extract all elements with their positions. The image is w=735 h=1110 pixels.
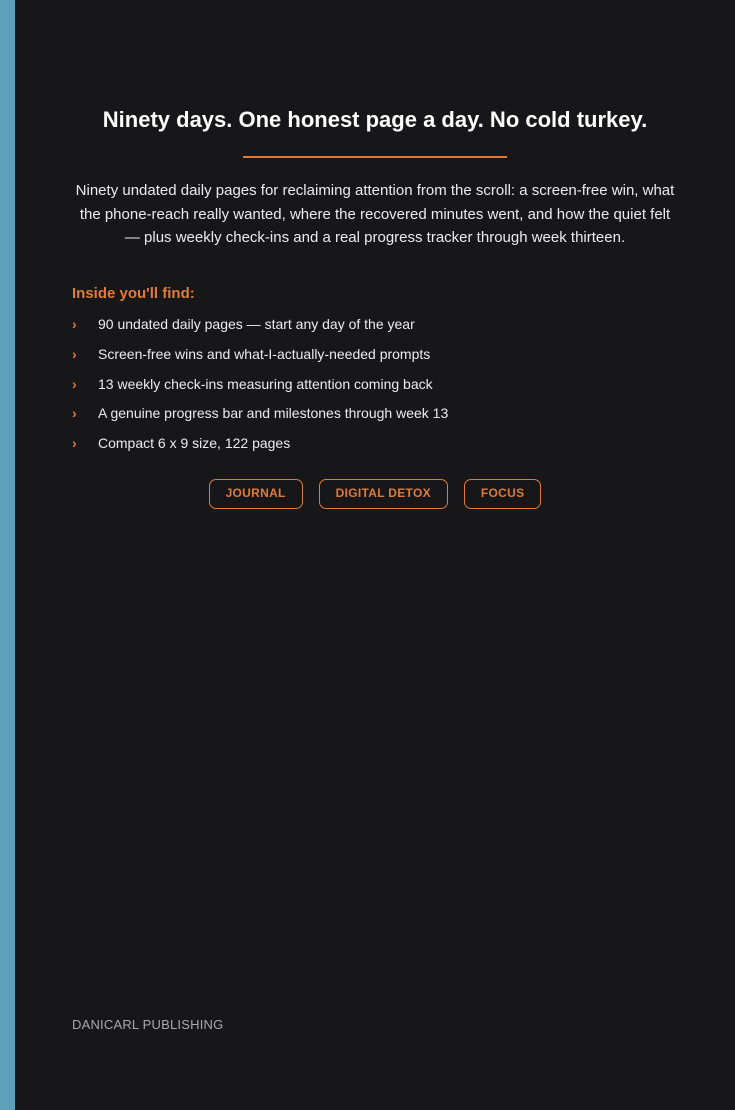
features-list	[72, 314, 678, 463]
feature-text: A genuine progress bar and milestones through week 13	[98, 405, 449, 422]
tag-focus: FOCUS	[464, 479, 542, 509]
list-item	[72, 433, 678, 463]
list-item	[72, 314, 678, 344]
chevron-right-icon: ›	[72, 435, 77, 452]
feature-text: Compact 6 x 9 size, 122 pages	[98, 435, 291, 452]
list-item	[72, 374, 678, 404]
chevron-right-icon: ›	[72, 345, 77, 362]
feature-text: 90 undated daily pages — start any day of the year	[98, 316, 415, 332]
tag-digital-detox: DIGITAL DETOX	[319, 479, 448, 509]
cover-description: Ninety undated daily pages for reclaiming attention from the scroll: a screen-free win, what the phone-reach really wanted, where the recovered minutes went, and how the quiet felt — plus weekly check-ins and a real progress tracker through week thirteen.	[75, 182, 675, 246]
chevron-right-icon: ›	[72, 316, 77, 332]
feature-text: 13 weekly check-ins measuring attention coming back	[98, 375, 433, 392]
publisher-name: DANICARL PUBLISHING	[72, 1017, 224, 1032]
list-item	[72, 403, 678, 433]
tag-row	[72, 479, 678, 509]
feature-text: Screen-free wins and what-I-actually-needed prompts	[98, 345, 431, 362]
chevron-right-icon: ›	[72, 375, 77, 392]
chevron-right-icon: ›	[72, 405, 77, 422]
features-heading: Inside you'll find:	[72, 285, 195, 302]
book-spine-strip	[0, 0, 15, 1110]
title-divider	[243, 156, 507, 158]
list-item	[72, 344, 678, 374]
tag-journal: JOURNAL	[209, 479, 303, 509]
cover-title: Ninety days. One honest page a day. No cold turkey.	[102, 107, 648, 132]
